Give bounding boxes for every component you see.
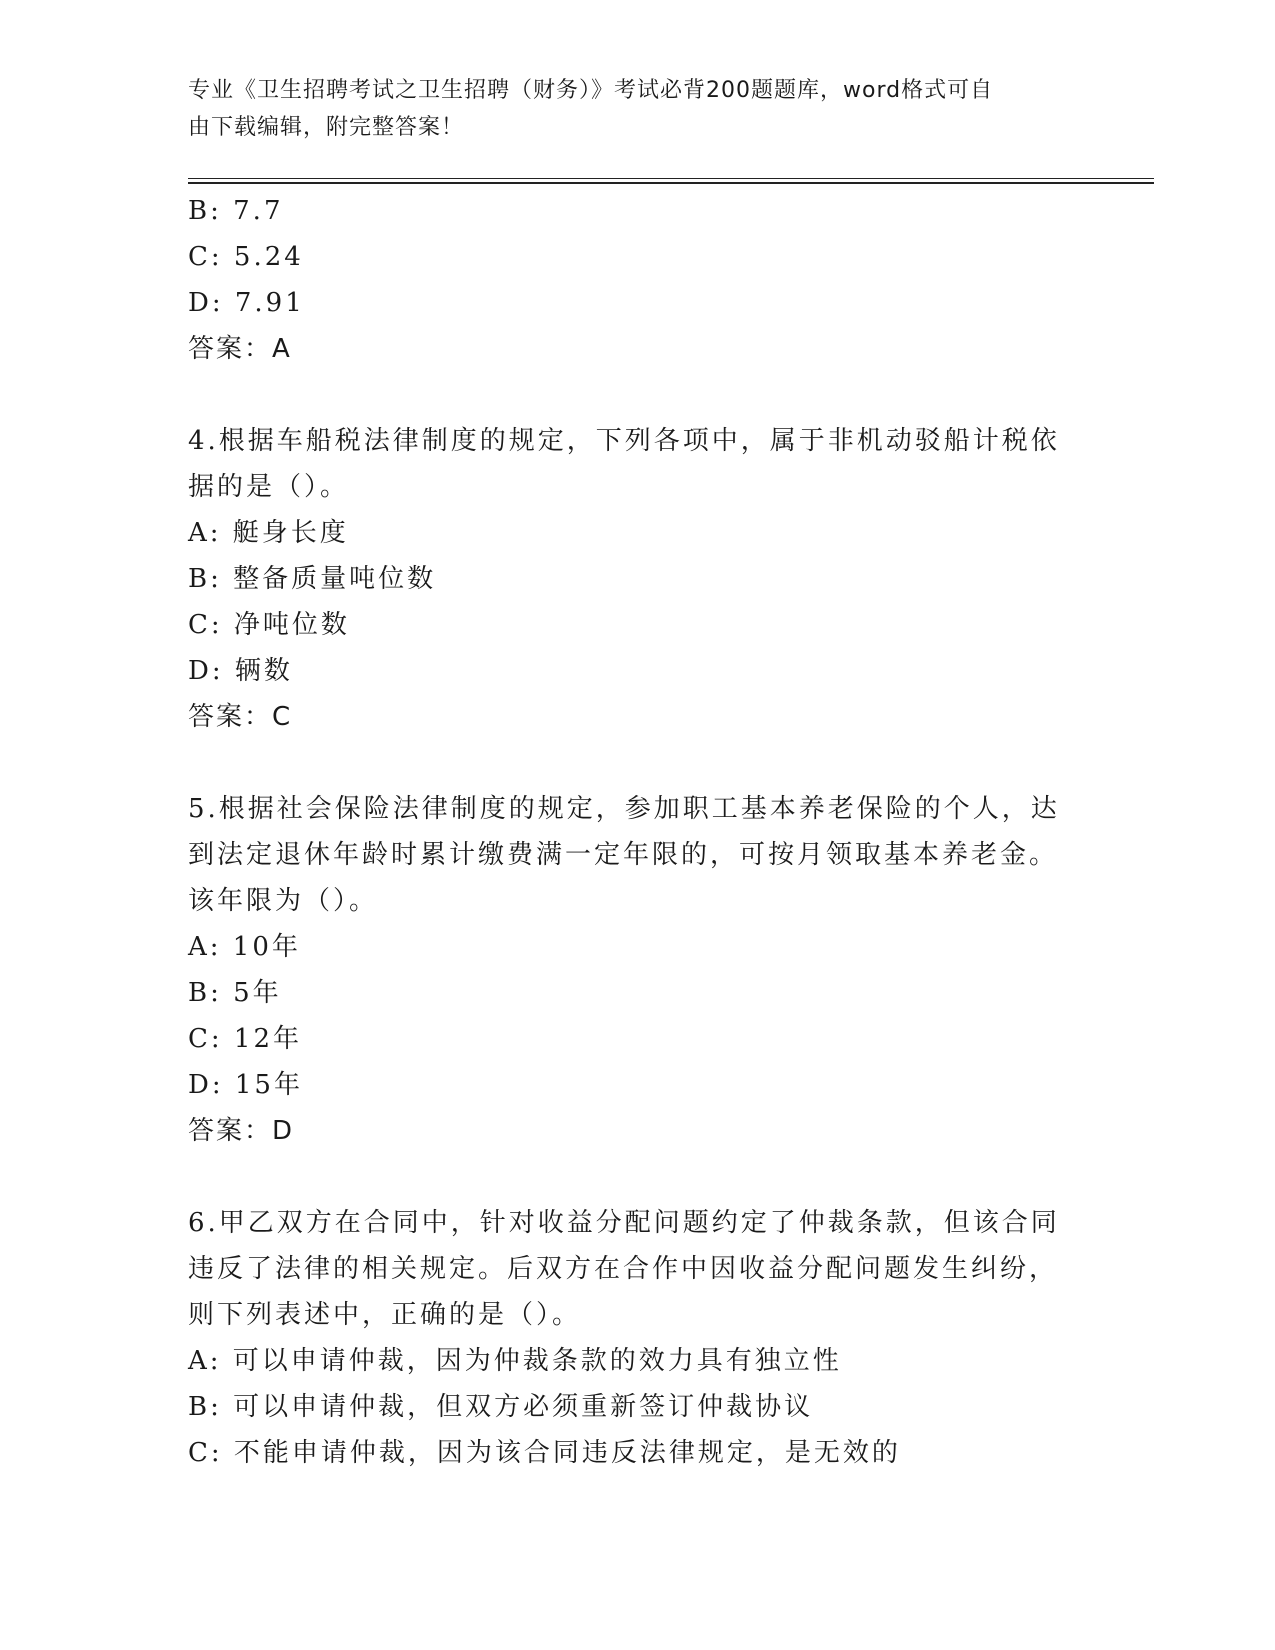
answer-line: 答案：C bbox=[188, 702, 293, 732]
header-rule-thick bbox=[188, 182, 1154, 184]
question-4 bbox=[188, 418, 1088, 740]
question-6 bbox=[188, 1200, 1088, 1476]
answer-line: 答案：A bbox=[188, 334, 292, 364]
question-stem-line: 则下列表述中，正确的是（）。 bbox=[188, 1300, 582, 1330]
question-stem-line: 据的是（）。 bbox=[188, 472, 350, 502]
option-a: A: 可以申请仲裁，因为仲裁条款的效力具有独立性 bbox=[188, 1346, 842, 1376]
document-header bbox=[188, 72, 1068, 146]
answer-line: 答案：D bbox=[188, 1116, 295, 1146]
option-d: D: 7.91 bbox=[188, 288, 305, 318]
header-rule-thin bbox=[188, 178, 1154, 179]
question-stem-line: 该年限为（）。 bbox=[188, 886, 379, 916]
option-a: A: 10年 bbox=[188, 932, 301, 962]
option-b: B: 可以申请仲裁，但双方必须重新签订仲裁协议 bbox=[188, 1392, 814, 1422]
document-body bbox=[188, 188, 1088, 1476]
question-stem-line: 4.根据车船税法律制度的规定，下列各项中，属于非机动驳船计税依 bbox=[188, 426, 1060, 456]
option-b: B: 5年 bbox=[188, 978, 282, 1008]
option-a: A: 艇身长度 bbox=[188, 518, 349, 548]
option-b: B: 整备质量吨位数 bbox=[188, 564, 437, 594]
prev-question bbox=[188, 188, 1088, 372]
option-d: D: 辆数 bbox=[188, 656, 293, 686]
question-stem-line: 违反了法律的相关规定。后双方在合作中因收益分配问题发生纠纷， bbox=[188, 1254, 1059, 1284]
option-c: C: 不能申请仲裁，因为该合同违反法律规定，是无效的 bbox=[188, 1438, 901, 1468]
option-c: C: 5.24 bbox=[188, 242, 304, 272]
question-5 bbox=[188, 786, 1088, 1154]
header-line-2: 由下载编辑，附完整答案！ bbox=[188, 115, 465, 140]
option-c: C: 净吨位数 bbox=[188, 610, 350, 640]
option-c: C: 12年 bbox=[188, 1024, 303, 1054]
question-stem-line: 到法定退休年龄时累计缴费满一定年限的，可按月领取基本养老金。 bbox=[188, 840, 1059, 870]
header-line-1: 专业《卫生招聘考试之卫生招聘（财务）》考试必背200题题库，word格式可自 bbox=[188, 78, 994, 103]
question-stem-line: 6.甲乙双方在合同中，针对收益分配问题约定了仲裁条款，但该合同 bbox=[188, 1208, 1060, 1238]
option-b: B: 7.7 bbox=[188, 196, 284, 226]
question-stem-line: 5.根据社会保险法律制度的规定，参加职工基本养老保险的个人，达 bbox=[188, 794, 1060, 824]
option-d: D: 15年 bbox=[188, 1070, 303, 1100]
